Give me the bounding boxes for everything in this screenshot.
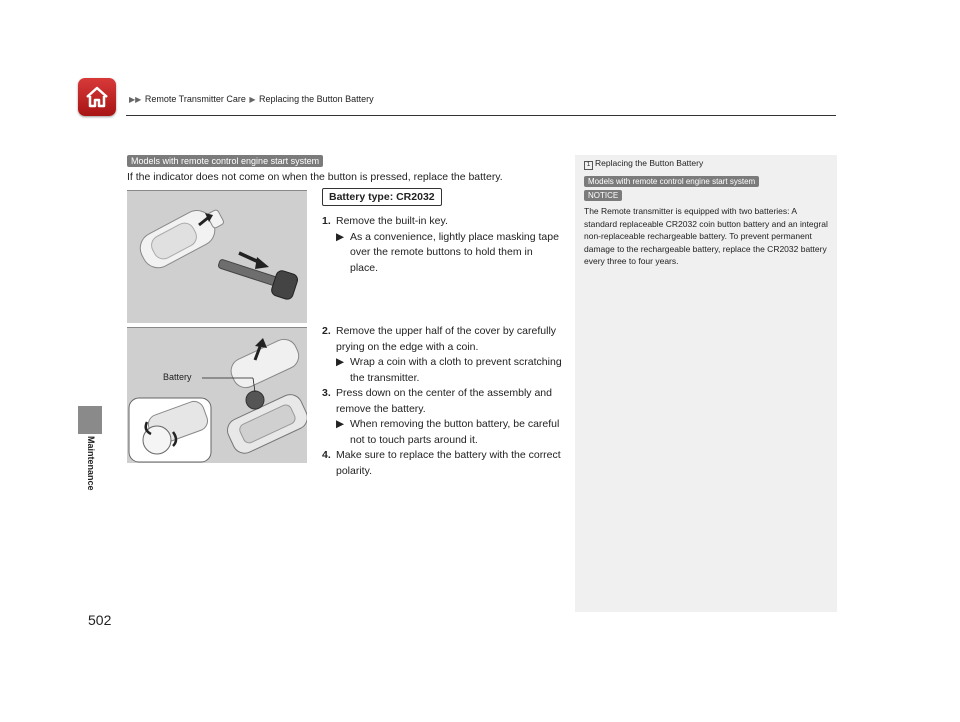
intro-text: If the indicator does not come on when the button is pressed, replace the battery. xyxy=(127,171,503,183)
header-divider xyxy=(126,115,836,116)
sidebar-title xyxy=(584,158,703,170)
step-number: 4. xyxy=(322,449,331,461)
arrow-right-icon: ▶ xyxy=(336,356,345,368)
step-1-note xyxy=(322,230,562,277)
step-text: Remove the built-in key. xyxy=(336,215,448,227)
step-text: Press down on the center of the assembly and remove the battery. xyxy=(336,387,552,415)
sidebar-model-tag: Models with remote control engine start system xyxy=(584,176,759,187)
step-2-note xyxy=(322,355,562,386)
side-tab-marker xyxy=(78,406,102,434)
step-3 xyxy=(322,386,562,417)
step-4 xyxy=(322,448,562,479)
arrow-right-icon: ▶ xyxy=(336,418,345,430)
steps-list-b xyxy=(322,324,562,479)
step-2 xyxy=(322,324,562,355)
arrow-right-icon: ▶ xyxy=(249,95,256,104)
home-icon xyxy=(84,85,110,109)
step-number: 1. xyxy=(322,215,331,227)
home-button[interactable] xyxy=(78,78,116,116)
breadcrumb-parent[interactable]: Remote Transmitter Care xyxy=(144,94,246,104)
step-1 xyxy=(322,214,562,230)
step-note-text: Wrap a coin with a cloth to prevent scratching the transmitter. xyxy=(350,356,562,384)
step-text: Make sure to replace the battery with the correct polarity. xyxy=(336,449,561,477)
arrow-right-icon: ▶ xyxy=(336,230,345,243)
model-tag: Models with remote control engine start system xyxy=(127,155,323,167)
steps-list-a xyxy=(322,214,562,276)
battery-removal-figure xyxy=(127,327,307,463)
page-number: 502 xyxy=(88,612,112,628)
step-note-text: As a convenience, lightly place masking tape over the remote buttons to hold them in place. xyxy=(350,230,559,274)
double-arrow-icon: ▶▶ xyxy=(129,95,142,104)
sidebar-title-text: Replacing the Button Battery xyxy=(595,158,704,168)
battery-type-box: Battery type: CR2032 xyxy=(322,188,442,206)
side-tab-label: Maintenance xyxy=(86,436,96,491)
sidebar-text: The Remote transmitter is equipped with two batteries: A standard replaceable CR2032 coin button battery and an integral non-replaceable rechargeable battery. To prevent permanent damage to the rechargeable battery, replace the CR2032 battery every three to four years. xyxy=(584,206,828,266)
step-number: 3. xyxy=(322,387,331,399)
step-number: 2. xyxy=(322,325,331,337)
key-removal-figure xyxy=(127,190,307,323)
battery-label: Battery xyxy=(163,372,192,382)
step-text: Remove the upper half of the cover by carefully prying on the edge with a coin. xyxy=(336,325,557,353)
reference-icon: 1 xyxy=(584,161,593,170)
notice-tag: NOTICE xyxy=(584,190,622,201)
breadcrumb xyxy=(128,94,374,104)
step-note-text: When removing the button battery, be careful not to touch parts around it. xyxy=(350,418,560,446)
step-3-note xyxy=(322,417,562,448)
breadcrumb-current: Replacing the Button Battery xyxy=(259,94,374,104)
